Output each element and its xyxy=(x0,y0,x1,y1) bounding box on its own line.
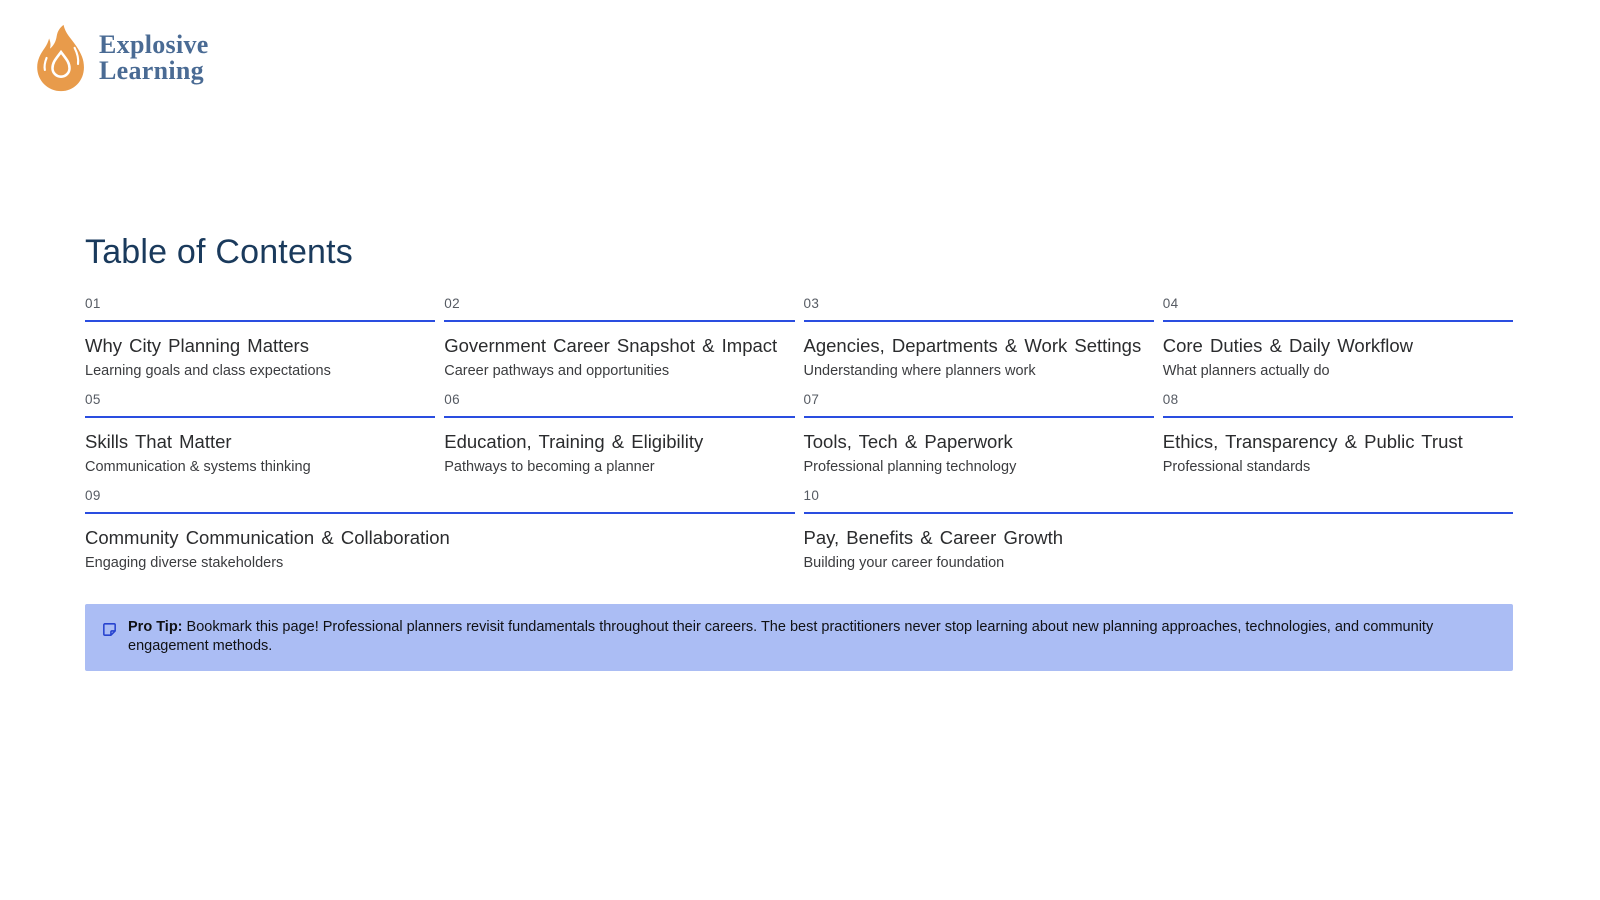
toc-item-number: 06 xyxy=(444,392,794,418)
logo-text-line2: Learning xyxy=(99,56,204,85)
toc-item-number: 05 xyxy=(85,392,435,418)
toc-item[interactable] xyxy=(1163,296,1513,379)
toc-item-title: Skills That Matter xyxy=(85,431,232,452)
toc-item-number: 01 xyxy=(85,296,435,322)
logo-text-line1: Explosive xyxy=(99,30,209,59)
toc-item-title: Tools, Tech & Paperwork xyxy=(803,431,1013,452)
toc-item[interactable] xyxy=(804,296,1154,379)
toc-item-number: 04 xyxy=(1163,296,1513,322)
toc-item-title: Core Duties & Daily Workflow xyxy=(1162,335,1414,356)
toc-item-number: 07 xyxy=(804,392,1154,418)
toc-item-subtitle: Pathways to becoming a planner xyxy=(444,459,655,475)
flame-icon xyxy=(33,24,89,92)
pro-tip-text xyxy=(128,618,1491,655)
toc-item-title: Why City Planning Matters xyxy=(85,335,309,356)
page-title: Table of Contents xyxy=(85,233,354,271)
toc-item-title: Education, Training & Eligibility xyxy=(444,431,704,452)
toc-item-subtitle: What planners actually do xyxy=(1162,363,1330,379)
toc-item[interactable] xyxy=(804,488,1514,571)
toc-item[interactable] xyxy=(85,392,435,475)
pro-tip-banner xyxy=(85,604,1513,671)
toc-item-number: 09 xyxy=(85,488,795,514)
toc-item[interactable] xyxy=(85,488,795,571)
toc-item-title: Government Career Snapshot & Impact xyxy=(444,335,778,356)
pro-tip-body: Bookmark this page! Professional planners revisit fundamentals throughout their careers. The best practitioners never stop learning about new planning approaches, technologies, and community engagement methods. xyxy=(128,619,1434,654)
toc-item-subtitle: Learning goals and class expectations xyxy=(85,363,331,379)
toc-item-title: Community Communication & Collaboration xyxy=(85,527,450,548)
toc-item-subtitle: Engaging diverse stakeholders xyxy=(85,555,284,571)
toc-item-number: 10 xyxy=(804,488,1514,514)
toc-item-subtitle: Career pathways and opportunities xyxy=(444,363,670,379)
main-content xyxy=(85,0,1513,671)
toc-item-subtitle: Communication & systems thinking xyxy=(85,459,311,475)
toc-item-subtitle: Building your career foundation xyxy=(803,555,1005,571)
toc-item-number: 02 xyxy=(444,296,794,322)
toc-item-subtitle: Professional planning technology xyxy=(803,459,1017,475)
toc-item-subtitle: Professional standards xyxy=(1162,459,1311,475)
toc-grid xyxy=(85,296,1513,584)
toc-item-number: 08 xyxy=(1163,392,1513,418)
toc-item[interactable] xyxy=(444,296,794,379)
toc-item[interactable] xyxy=(85,296,435,379)
toc-item[interactable] xyxy=(1163,392,1513,475)
toc-item-title: Agencies, Departments & Work Settings xyxy=(803,335,1142,356)
pro-tip-label: Pro Tip: xyxy=(128,619,183,635)
toc-item[interactable] xyxy=(804,392,1154,475)
toc-item-title: Pay, Benefits & Career Growth xyxy=(803,527,1064,548)
toc-item-number: 03 xyxy=(804,296,1154,322)
toc-item-title: Ethics, Transparency & Public Trust xyxy=(1162,431,1463,452)
toc-item[interactable] xyxy=(444,392,794,475)
toc-item-subtitle: Understanding where planners work xyxy=(803,363,1036,379)
bookmark-note-icon xyxy=(101,621,118,638)
